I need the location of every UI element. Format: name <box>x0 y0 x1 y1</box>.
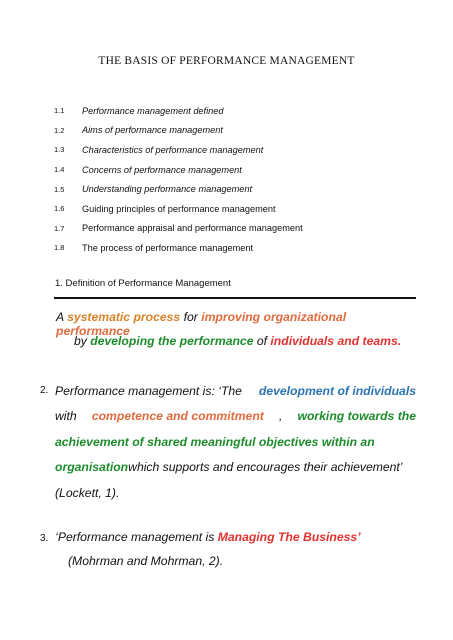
text: Performance management is: ‘The <box>55 383 242 398</box>
highlight: organisation <box>55 460 129 475</box>
highlight: Managing The Business’ <box>217 530 361 544</box>
toc-item <box>54 160 434 180</box>
toc-number: 1.5 <box>54 184 65 194</box>
quote-line <box>55 455 416 481</box>
toc-item <box>54 238 434 258</box>
toc-number: 1.4 <box>54 165 65 175</box>
highlight: systematic process <box>67 310 181 324</box>
highlight: improving organizational performance <box>56 310 347 338</box>
quote-line <box>55 404 416 430</box>
toc-item <box>54 179 434 199</box>
toc-item <box>54 101 434 121</box>
toc-text: Aims of performance management <box>82 125 223 136</box>
toc-text: Guiding principles of performance management <box>82 203 276 214</box>
highlight: competence and commitment <box>91 409 264 424</box>
toc-text: The process of performance management <box>82 242 254 253</box>
toc-text: Concerns of performance management <box>82 164 242 175</box>
toc-text: Understanding performance management <box>82 184 253 195</box>
text: A <box>56 310 68 324</box>
toc-text: Performance appraisal and performance management <box>82 223 303 234</box>
quote-line: (Lockett, 1). <box>55 485 120 500</box>
highlight: development of individuals <box>258 383 416 398</box>
toc-item <box>54 140 434 160</box>
toc-item <box>54 219 434 239</box>
text: which supports and encourages their achievement’ <box>128 460 403 475</box>
text: by <box>74 334 91 348</box>
toc-item <box>54 199 434 219</box>
section-heading: 1. Definition of Performance Management <box>55 278 231 289</box>
text: ‘Performance management is <box>55 530 218 544</box>
highlight: working towards the <box>297 409 416 424</box>
toc-number: 1.3 <box>54 145 65 155</box>
divider <box>54 297 416 299</box>
toc-number: 1.2 <box>54 125 65 135</box>
toc-number: 1.8 <box>54 243 65 253</box>
toc-text: Performance management defined <box>82 105 224 116</box>
quote-line <box>40 530 420 544</box>
quote-line <box>55 378 416 404</box>
page-title: THE BASIS OF PERFORMANCE MANAGEMENT <box>98 55 355 67</box>
toc-number: 1.6 <box>54 204 65 214</box>
toc-number: 1.7 <box>54 223 65 233</box>
quote-2 <box>34 378 416 506</box>
list-number: 3. <box>40 533 49 544</box>
quote-line: achievement of shared meaningful objectives within an <box>55 434 375 449</box>
list-number: 2. <box>40 385 49 397</box>
definition-line-2 <box>74 334 436 348</box>
text: of <box>253 334 271 348</box>
quote-3 <box>40 530 420 568</box>
table-of-contents <box>54 101 434 258</box>
toc-item <box>54 121 434 141</box>
toc-number: 1.1 <box>54 106 65 116</box>
toc-text: Characteristics of performance management <box>82 144 264 155</box>
text: for <box>180 310 202 324</box>
highlight: developing the performance <box>90 334 254 348</box>
text: with <box>55 409 77 424</box>
quote-line: (Mohrman and Mohrman, 2). <box>68 554 224 568</box>
highlight: individuals and teams. <box>270 334 402 348</box>
text: , <box>278 409 283 424</box>
